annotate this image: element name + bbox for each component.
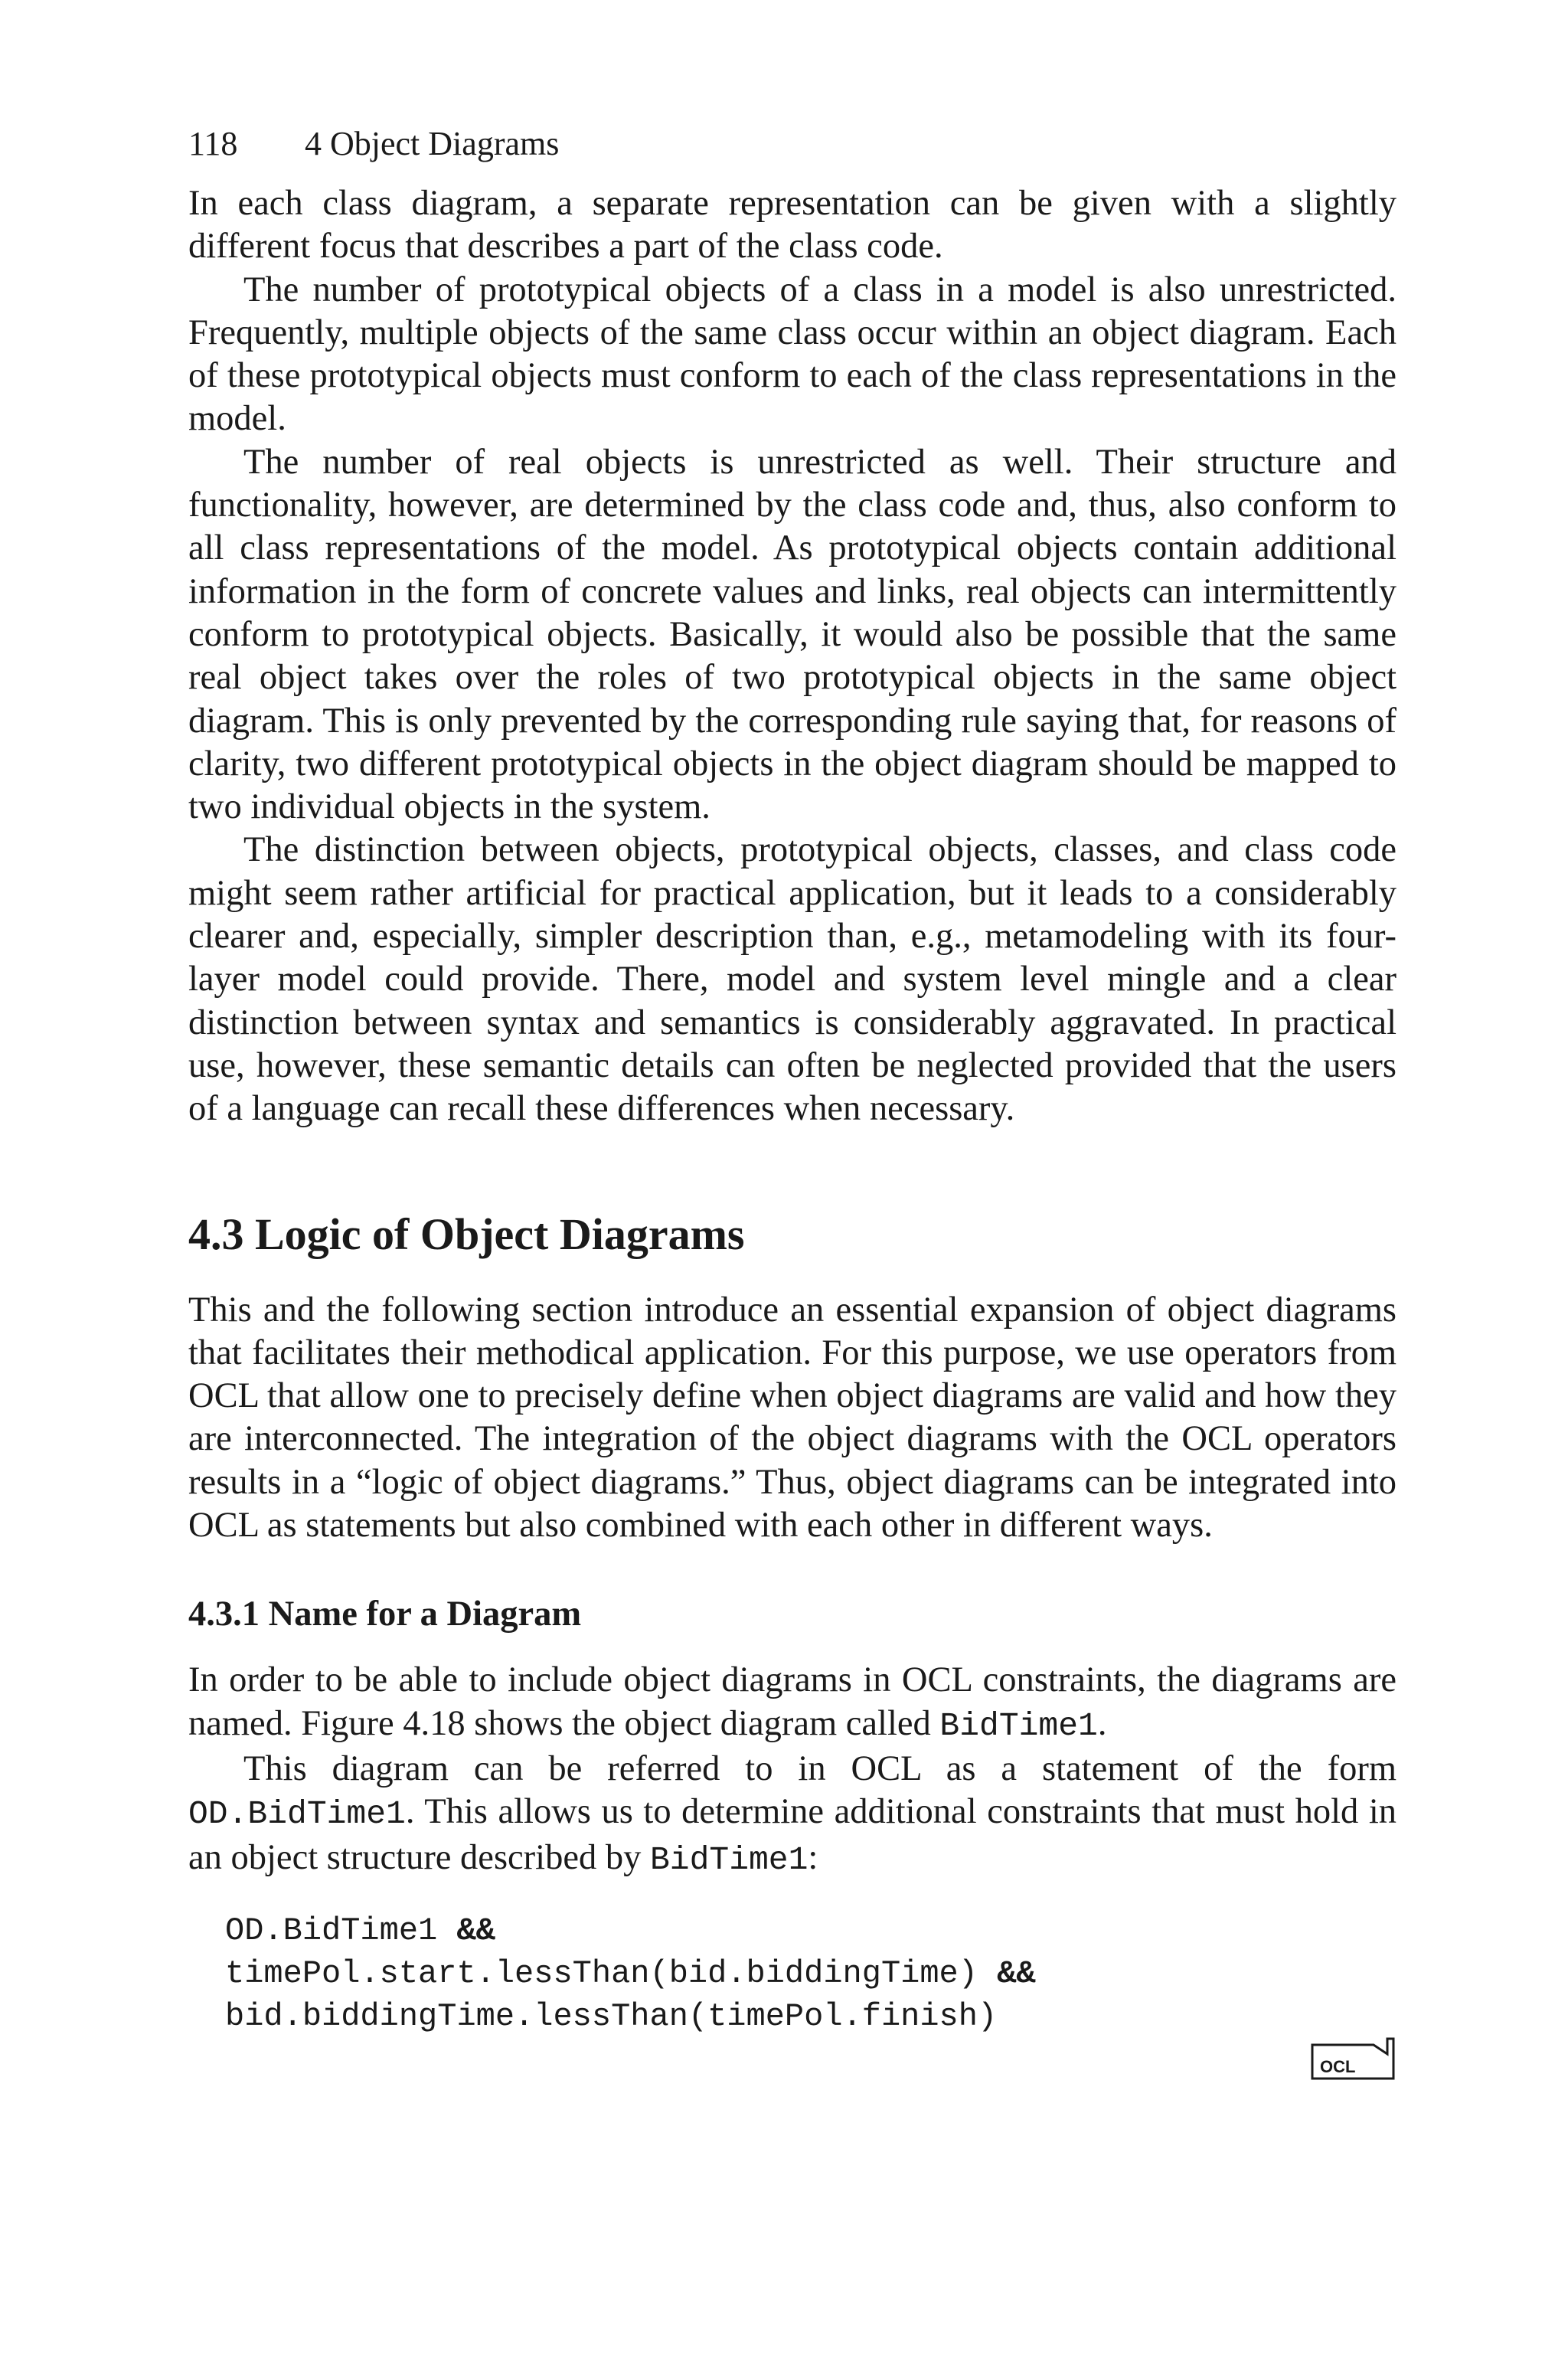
subsection-p1-end: . bbox=[1097, 1703, 1107, 1743]
code-and-operator-2: && bbox=[997, 1954, 1036, 1992]
ocl-code-block bbox=[225, 1909, 1396, 2038]
section-paragraph: This and the following section introduce an essential expansion of object diagrams that facilitates their methodical application. For this purpose, we use operators from OCL that allow one to precisely define when object diagrams are valid and how they are interconnected. The integration of the object diagrams with the OCL operators results in a “logic of object diagrams.” Thus, object diagrams can be integrated into OCL as statements but also combined with each other in different ways. bbox=[188, 1290, 1396, 1546]
code-line-1 bbox=[225, 1909, 1396, 1952]
page-number: 118 bbox=[188, 125, 238, 162]
ocl-badge-label: OCL bbox=[1320, 2057, 1356, 2076]
subsection-paragraph-1 bbox=[188, 1659, 1396, 1748]
ocl-badge-icon bbox=[1311, 2037, 1396, 2080]
paragraph-distinction: The distinction between objects, prototypical objects, classes, and class code might seem rather artificial for practical application, but it leads to a considerably clearer and, especially, simpler description than, e.g., metamodeling with its four-layer model could provide. There, model and system level mingle and a clear distinction between syntax and semantics is considerably aggravated. In practical use, however, these semantic details can often be neglected provided that the users of a language can recall these differences when necessary. bbox=[188, 830, 1396, 1129]
inline-code-bidtime1-2: BidTime1 bbox=[649, 1840, 808, 1879]
subsection-paragraph-2 bbox=[188, 1748, 1396, 1882]
inline-code-od-bidtime1: OD.BidTime1 bbox=[188, 1795, 406, 1833]
code-line-2 bbox=[225, 1952, 1396, 1995]
code-line-3 bbox=[225, 1995, 1396, 2038]
paragraph-real-objects: The number of real objects is unrestricted as well. Their structure and functionality, however, are determined by the class code and, thus, also conform to all class representations of the model. As prototypical objects contain additional information in the form of concrete values and links, real objects can intermittently conform to prototypical objects. Basically, it would also be possible that the same real object takes over the roles of two prototypical objects in the same object diagram. This is only prevented by the corresponding rule saying that, for reasons of clarity, two different prototypical objects in the object diagram should be mapped to two individual objects in the system. bbox=[188, 442, 1396, 827]
code-line-1-text: OD.BidTime1 bbox=[225, 1912, 438, 1949]
subsection-p1-text: In order to be able to include object diagrams in OCL constraints, the diagrams are named. Figure 4.18 shows the object diagram called bbox=[188, 1660, 1396, 1743]
code-line-3-text: bid.biddingTime.lessThan(timePol.finish) bbox=[225, 1997, 998, 2035]
subsection-heading: 4.3.1 Name for a Diagram bbox=[188, 1595, 582, 1634]
code-and-operator-1: && bbox=[456, 1912, 495, 1949]
section-heading: 4.3 Logic of Object Diagrams bbox=[188, 1209, 745, 1259]
code-line-2-text: timePol.start.lessThan(bid.biddingTime) bbox=[225, 1954, 978, 1992]
paragraph-class-diagram: In each class diagram, a separate representation can be given with a slightly different focus that describes a part of the class code. bbox=[188, 184, 1396, 267]
paragraph-prototypical-objects: The number of prototypical objects of a class in a model is also unrestricted. Frequently, multiple objects of the same class occur within an object diagram. Each of these prototypical objects must conform to each of the class representations in the model. bbox=[188, 270, 1396, 439]
running-head bbox=[188, 123, 1396, 165]
chapter-title: 4 Object Diagrams bbox=[305, 125, 560, 162]
book-page bbox=[188, 123, 1396, 2038]
subsection-p2-end: : bbox=[808, 1837, 818, 1877]
subsection-p2-text-b: . This allows us to determine additional constraints that must hold in an object structure described by bbox=[188, 1792, 1396, 1877]
subsection-p2-text-a: This diagram can be referred to in OCL as a statement of the form bbox=[243, 1748, 1396, 1788]
inline-code-bidtime1: BidTime1 bbox=[939, 1706, 1098, 1745]
